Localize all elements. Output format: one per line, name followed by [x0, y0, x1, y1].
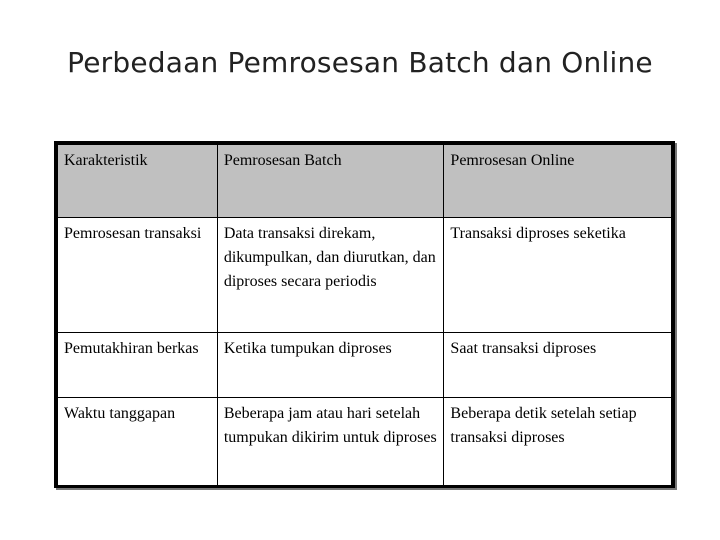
header-cell-online: Pemrosesan Online	[444, 145, 672, 218]
table-header-row	[58, 145, 672, 218]
table-cell: Pemrosesan transaksi	[58, 218, 218, 333]
table-cell: Transaksi diproses seketika	[444, 218, 672, 333]
table-row	[58, 333, 672, 398]
comparison-table	[57, 144, 672, 487]
table-cell: Data transaksi direkam, dikumpulkan, dan diurutkan, dan diproses secara periodis	[217, 218, 444, 333]
header-cell-karakteristik: Karakteristik	[58, 145, 218, 218]
table-cell: Saat transaksi diproses	[444, 333, 672, 398]
table-cell: Ketika tumpukan diproses	[217, 333, 444, 398]
header-cell-batch: Pemrosesan Batch	[217, 145, 444, 218]
table-cell: Beberapa jam atau hari setelah tumpukan dikirim untuk diproses	[217, 398, 444, 487]
slide-title: Perbedaan Pemrosesan Batch dan Online	[67, 46, 653, 79]
table-cell: Waktu tanggapan	[58, 398, 218, 487]
table-cell: Pemutakhiran berkas	[58, 333, 218, 398]
table-cell: Beberapa detik setelah setiap transaksi diproses	[444, 398, 672, 487]
table-row	[58, 398, 672, 487]
table-row	[58, 218, 672, 333]
comparison-table-frame	[54, 141, 675, 488]
